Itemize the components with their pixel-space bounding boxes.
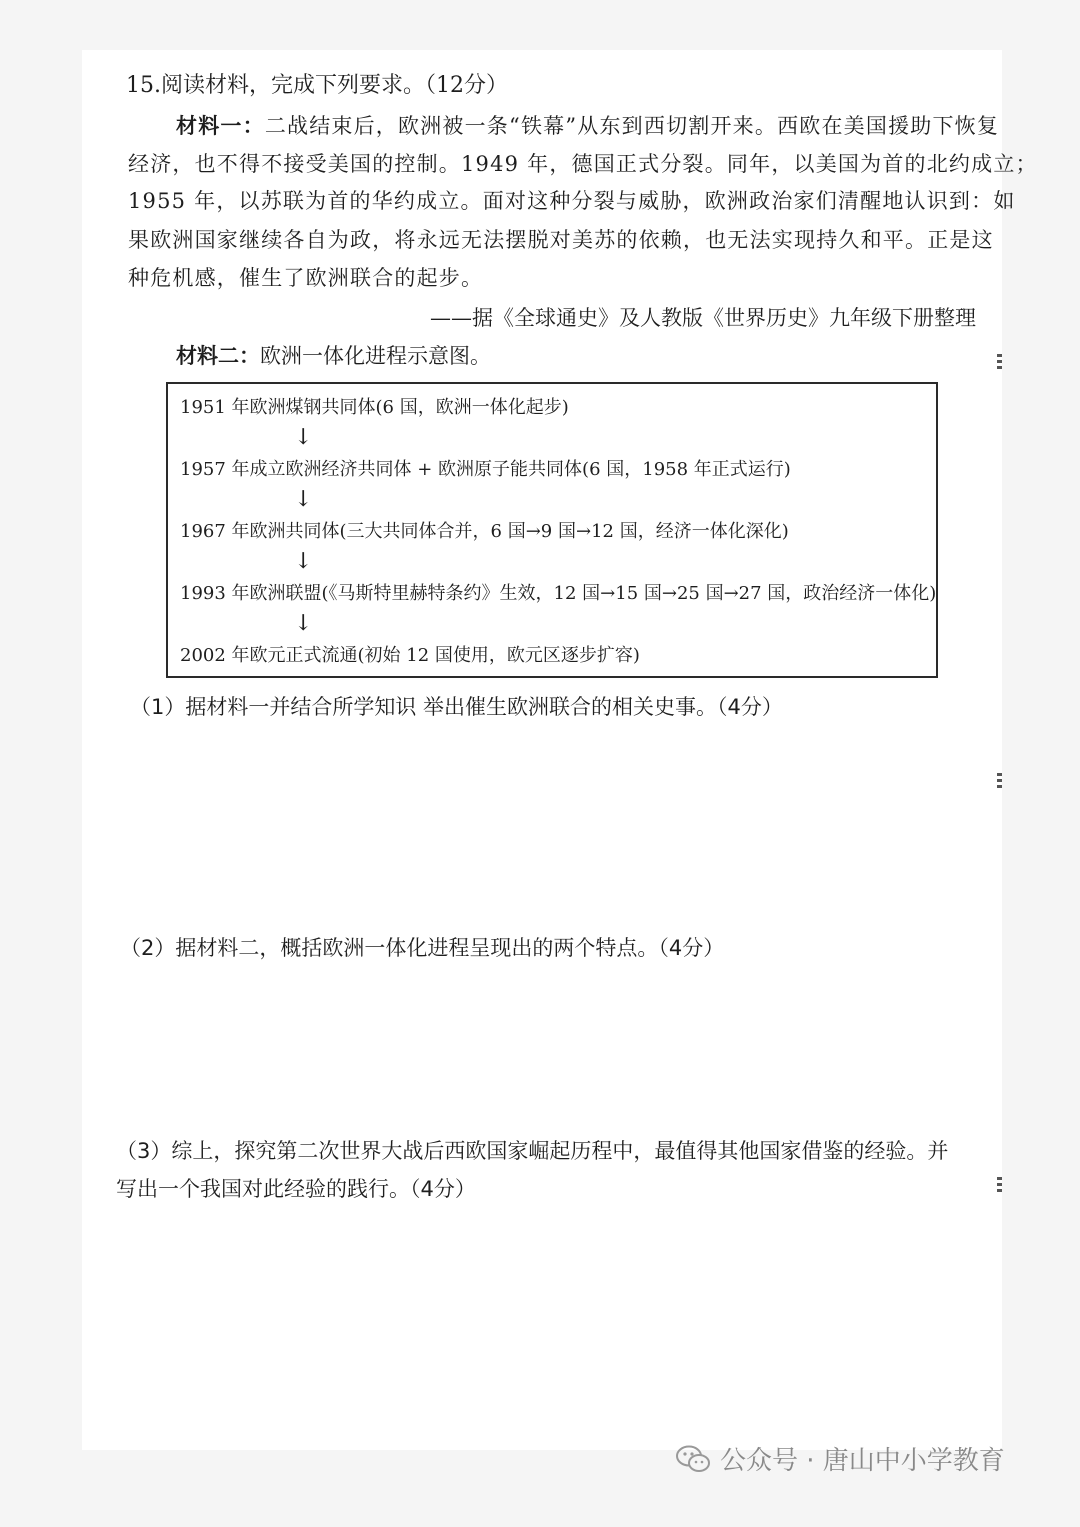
material1-source: ——据《全球通史》及人教版《世界历史》九年级下册整理 — [430, 306, 976, 330]
binding-edge-mark — [997, 354, 1002, 370]
wechat-icon — [676, 1445, 710, 1473]
down-arrow-icon: ↓ — [294, 611, 313, 636]
subquestion-2: （2）据材料二，概括欧洲一体化进程呈现出的两个特点。（4分） — [120, 936, 725, 960]
material2-heading — [176, 342, 491, 370]
exam-paper — [82, 50, 1002, 1450]
subquestion-3-line-2: 写出一个我国对此经验的践行。（4分） — [116, 1177, 476, 1201]
material1-line-2: 经济，也不得不接受美国的控制。1949 年，德国正式分裂。同年，以美国为首的北约成立； — [128, 152, 1038, 176]
material1-lead: 材料一： — [176, 113, 265, 138]
material1-line-4: 果欧洲国家继续各自为政，将永远无法摆脱对美苏的依赖，也无法实现持久和平。正是这 — [128, 228, 994, 252]
question-title: 15.阅读材料，完成下列要求。（12分） — [126, 73, 508, 98]
material2-lead: 材料二： — [176, 343, 260, 368]
down-arrow-icon: ↓ — [294, 425, 313, 450]
material1-line-1-text: 二战结束后，欧洲被一条“铁幕”从东到西切割开来。西欧在美国援助下恢复 — [264, 114, 1000, 138]
binding-edge-mark — [997, 1177, 1002, 1193]
flow-step-1957: 1957 年成立欧洲经济共同体 + 欧洲原子能共同体(6 国，1958 年正式运行) — [180, 459, 791, 480]
binding-edge-mark — [997, 773, 1002, 789]
integration-flowchart — [166, 382, 938, 678]
down-arrow-icon: ↓ — [294, 487, 313, 512]
watermark — [676, 1440, 1005, 1477]
flow-step-1967: 1967 年欧洲共同体(三大共同体合并，6 国→9 国→12 国，经济一体化深化) — [180, 521, 789, 542]
subquestion-3-line-1: （3）综上，探究第二次世界大战后西欧国家崛起历程中，最值得其他国家借鉴的经验。并 — [116, 1139, 949, 1163]
material2-title: 欧洲一体化进程示意图。 — [260, 344, 491, 368]
material1-line-5: 种危机感，催生了欧洲联合的起步。 — [128, 266, 484, 290]
flow-step-1951: 1951 年欧洲煤钢共同体(6 国，欧洲一体化起步) — [180, 397, 569, 418]
material1-line-1 — [176, 112, 999, 140]
flow-step-2002: 2002 年欧元正式流通(初始 12 国使用，欧元区逐步扩容) — [180, 645, 640, 666]
flow-step-1993: 1993 年欧洲联盟(《马斯特里赫特条约》生效，12 国→15 国→25 国→27 国，政治经济一体化) — [180, 583, 937, 604]
down-arrow-icon: ↓ — [294, 549, 313, 574]
subquestion-1: （1）据材料一并结合所学知识 举出催生欧洲联合的相关史事。（4分） — [130, 695, 783, 719]
watermark-text: 公众号 · 唐山中小学教育 — [720, 1446, 1005, 1476]
material1-line-3: 1955 年，以苏联为首的华约成立。面对这种分裂与威胁，欧洲政治家们清醒地认识到：如 — [128, 189, 1016, 213]
